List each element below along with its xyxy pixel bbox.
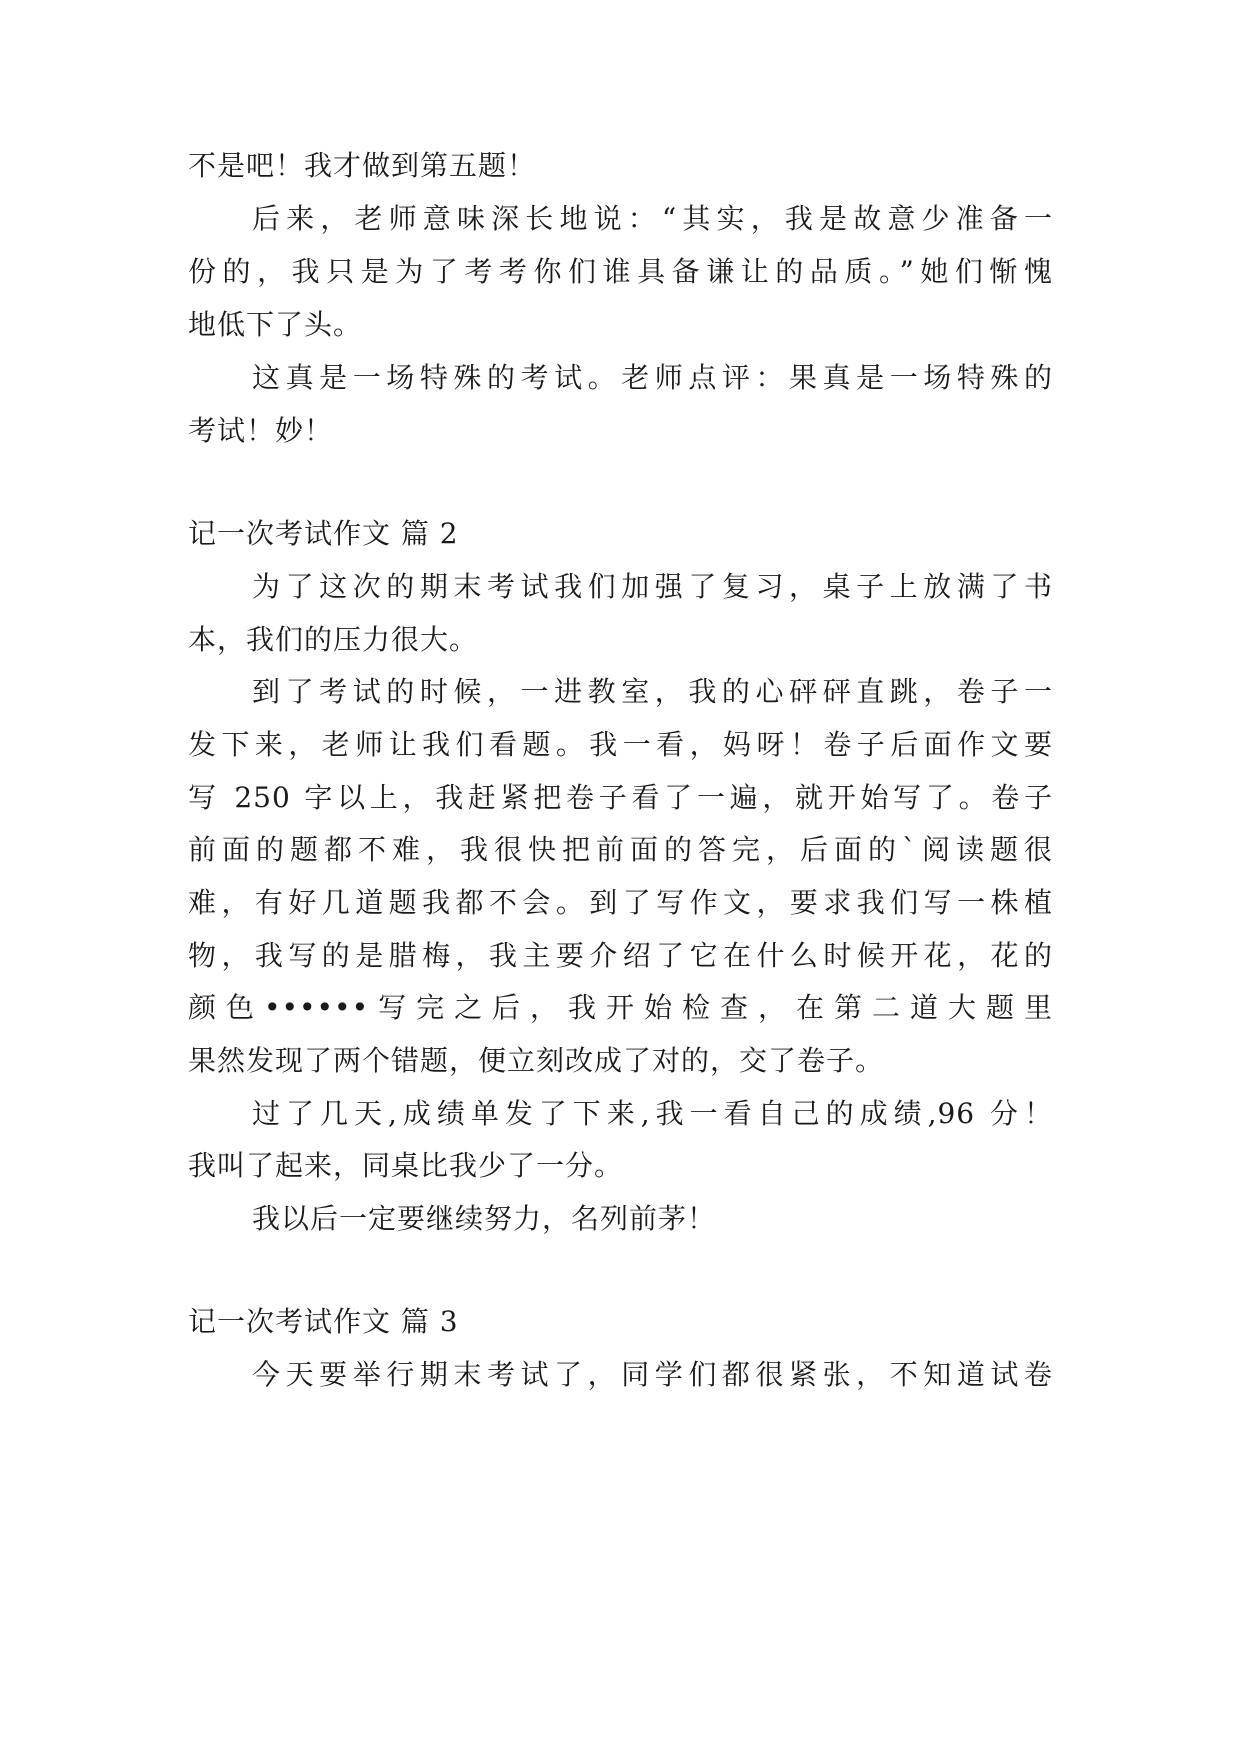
paragraph-line: 后来，老师意味深长地说：“其实，我是故意少准备一 (252, 202, 1053, 235)
paragraph-line: 这真是一场特殊的考试。老师点评：果真是一场特殊的 (252, 361, 1053, 394)
paragraph-line: 份的，我只是为了考考你们谁具备谦让的品质。”她们惭愧 (188, 255, 1053, 288)
paragraph-line: 今天要举行期末考试了，同学们都很紧张，不知道试卷 (252, 1358, 1053, 1391)
paragraph-line: 到了考试的时候，一进教室，我的心砰砰直跳，卷子一 (252, 675, 1053, 708)
paragraph-line: 难，有好几道题我都不会。到了写作文，要求我们写一株植 (188, 886, 1053, 919)
paragraph-line: 我以后一定要继续努力，名列前茅！ (252, 1202, 717, 1235)
paragraph-line: 物，我写的是腊梅，我主要介绍了它在什么时候开花，花的 (188, 939, 1053, 972)
section-heading: 记一次考试作文 篇 3 (188, 1305, 459, 1338)
paragraph-line: 不是吧！我才做到第五题！ (188, 149, 537, 182)
paragraph-line: 前面的题都不难，我很快把前面的答完，后面的`阅读题很 (188, 833, 1053, 866)
paragraph-line: 过了几天,成绩单发了下来,我一看自己的成绩,96 分！ (252, 1097, 1053, 1130)
paragraph-line: 为了这次的期末考试我们加强了复习，桌子上放满了书 (252, 570, 1053, 603)
paragraph-line: 果然发现了两个错题，便立刻改成了对的，交了卷子。 (188, 1044, 885, 1077)
paragraph-line: 我叫了起来，同桌比我少了一分。 (188, 1149, 624, 1182)
paragraph-line: 地低下了头。 (188, 308, 363, 341)
paragraph-line: 写 250 字以上，我赶紧把卷子看了一遍，就开始写了。卷子 (188, 781, 1053, 814)
paragraph-line: 发下来，老师让我们看题。我一看，妈呀！卷子后面作文要 (188, 728, 1053, 761)
paragraph-line: 本，我们的压力很大。 (188, 623, 479, 656)
paragraph-line: 颜色••••••写完之后，我开始检查，在第二道大题里 (188, 991, 1053, 1024)
section-heading: 记一次考试作文 篇 2 (188, 517, 459, 550)
paragraph-line: 考试！妙！ (188, 414, 334, 447)
